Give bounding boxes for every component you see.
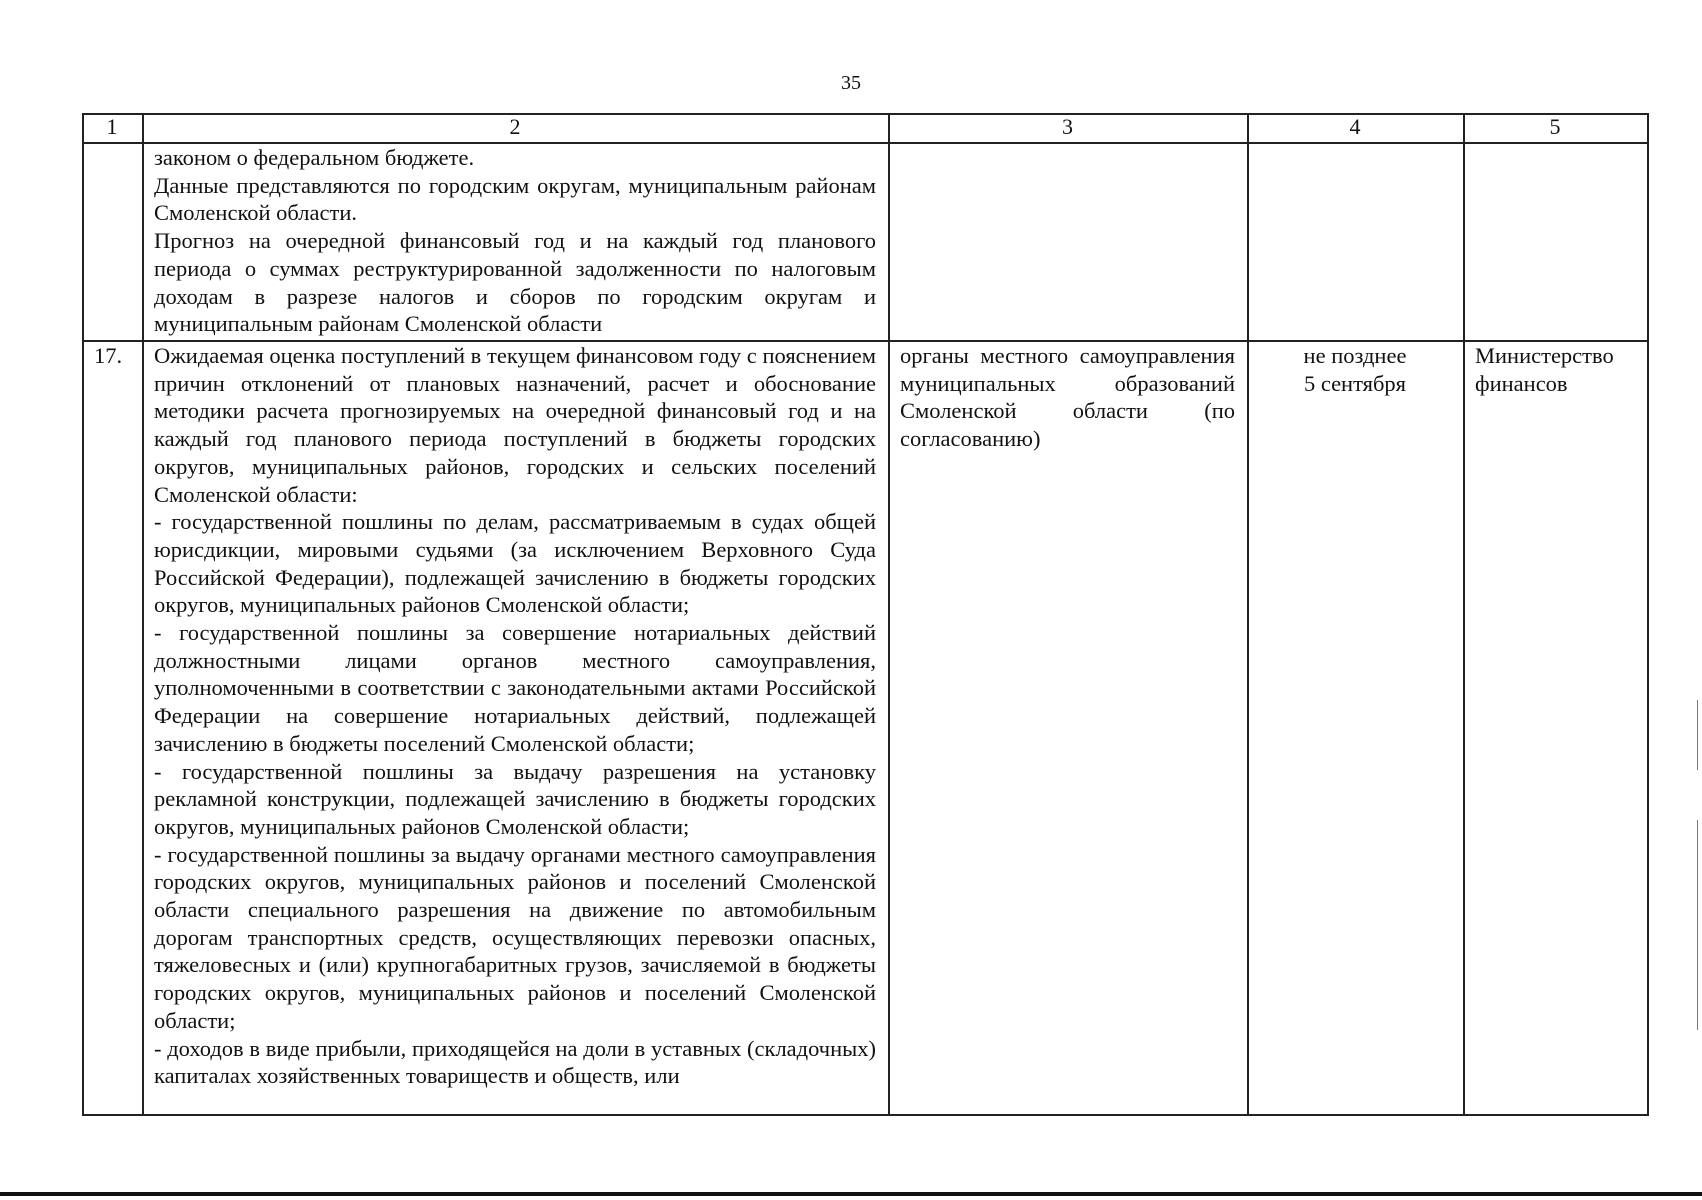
- row-deadline: [1248, 143, 1464, 341]
- row-description: [143, 143, 889, 341]
- table-row-continuation: [83, 143, 1648, 341]
- table-header-row: [83, 114, 1648, 143]
- row-recipient: Министерство финансов: [1464, 341, 1648, 1115]
- row-description: [143, 341, 889, 1115]
- row-recipient: [1464, 143, 1648, 341]
- page-number: 35: [841, 72, 861, 94]
- row-number: [83, 143, 143, 341]
- paragraph: - государственной пошлины за выдачу органами местного самоуправления городских округов, муниципальных районов и поселений Смоленской области специального разрешения на движение по автомобильным дорогам транспортных средств, осуществляющих перевозки опасных, тяжеловесных и (или) крупногабаритных грузов, зачисляемой в бюджеты городских округов, муниципальных районов и поселений Смоленской области;: [154, 841, 876, 1033]
- paragraph: - государственной пошлины за совершение нотариальных действий должностными лицами органов местного самоуправления, уполномоченными в соответствии с законодательными актами Российской Федерации на совершение нотариальных действий, подлежащей зачислению в бюджеты поселений Смоленской области;: [154, 620, 876, 756]
- paragraph: Прогноз на очередной финансовый год и на каждый год планового периода о суммах реструктурированной задолженности по налоговым доходам в разрезе налогов и сборов по городским округам и муниципальным районам Смоленской области: [154, 228, 876, 337]
- deadline-line-2: 5 сентября: [1303, 370, 1407, 396]
- row-responsible: [889, 143, 1248, 341]
- row-deadline: [1248, 341, 1464, 1115]
- paragraph: законом о федеральном бюджете.: [154, 145, 475, 170]
- schedule-table: [82, 113, 1649, 1116]
- row-number: 17.: [83, 341, 143, 1115]
- table-row-17: [83, 341, 1648, 1115]
- paragraph: - доходов в виде прибыли, приходящейся на доли в уставных (складочных) капиталах хозяйственных товариществ и обществ, или: [154, 1035, 876, 1089]
- header-col-3: 3: [889, 114, 1248, 143]
- paragraph: Ожидаемая оценка поступлений в текущем финансовом году с пояснением причин отклонений от плановых назначений, расчет и обоснование методики расчета прогнозируемых на очередной финансовый год и на каждый год планового периода поступлений в бюджеты городских округов, муниципальных районов, городских и сельских поселений Смоленской области:: [154, 343, 876, 507]
- scan-bottom-edge: [0, 1192, 1702, 1196]
- paragraph: - государственной пошлины за выдачу разрешения на установку рекламной конструкции, подлежащей зачислению в бюджеты городских округов, муниципальных районов Смоленской области;: [154, 758, 876, 839]
- paragraph: Данные представляются по городским округам, муниципальным районам Смоленской области.: [154, 172, 876, 226]
- header-col-1: 1: [83, 114, 143, 143]
- deadline-line-1: не позднее: [1303, 343, 1407, 368]
- header-col-5: 5: [1464, 114, 1648, 143]
- paragraph: - государственной пошлины по делам, рассматриваемым в судах общей юрисдикции, мировыми судьями (за исключением Верховного Суда Российской Федерации), подлежащей зачислению в бюджеты городских округов, муниципальных районов Смоленской области;: [154, 509, 876, 618]
- scan-edge-mark: [1697, 820, 1698, 1030]
- row-responsible: органы местного самоуправления муниципальных образований Смоленской области (по согласованию): [889, 341, 1248, 1115]
- scan-edge-mark: [1697, 700, 1698, 770]
- header-col-2: 2: [143, 114, 889, 143]
- header-col-4: 4: [1248, 114, 1464, 143]
